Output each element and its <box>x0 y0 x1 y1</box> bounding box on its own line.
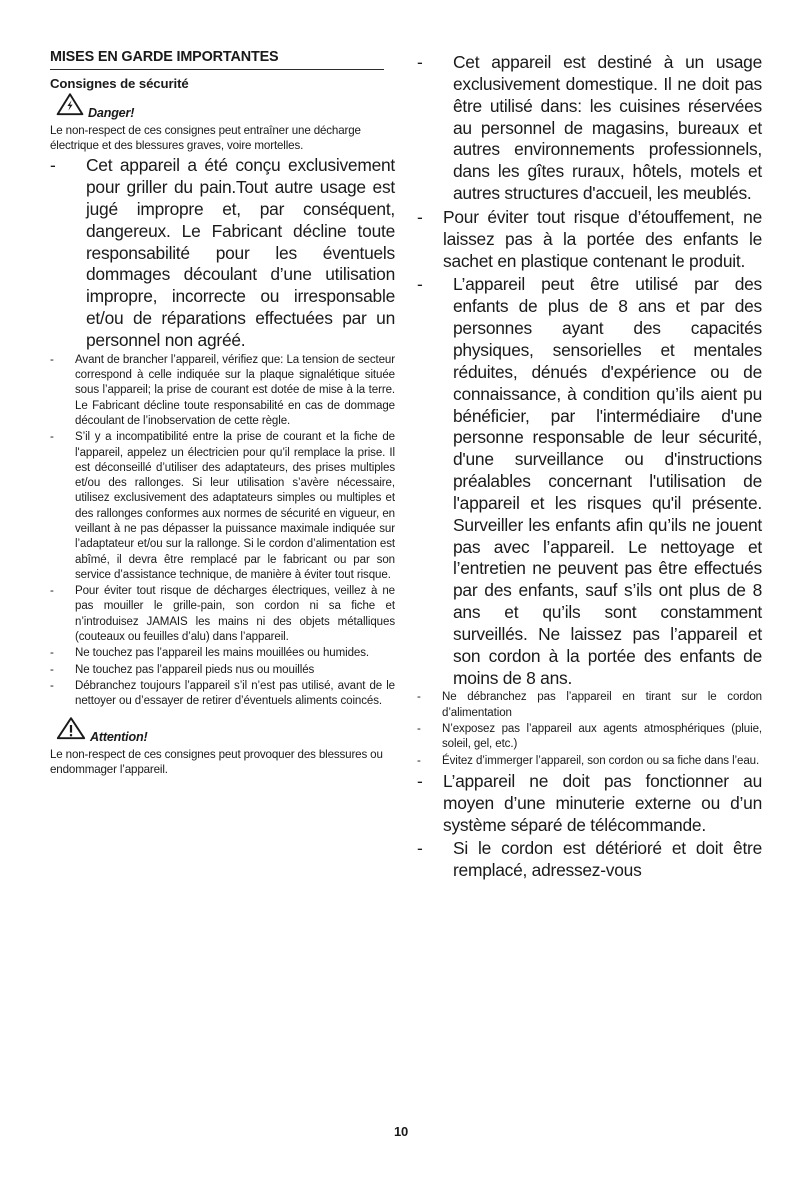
list-item-text: Cet appareil est destiné à un usage exclusivement domestique. Il ne doit pas être utilisé dans: les cuisines réservées au personnel de magasins, bureaux et autres environnements professionnels, dans les gîtes ruraux, hôtels, motels et autres structures d'accueil, les meublés. <box>453 52 762 204</box>
list-item-text: Cet appareil a été conçu exclusivement pour griller du pain.Tout autre usage est jugé impropre et, par conséquent, dangereux. Le Fabricant décline toute responsabilité pour les éventuels dommages découlant d’une utilisation impropre, incorrecte ou irresponsable et/ou de réparations effectuées par un personnel non agréé. <box>86 155 395 350</box>
list-item-text: S’il y a incompatibilité entre la prise de courant et la fiche de l'appareil, appelez un électricien pour qu’il remplace la prise. Il est déconseillé d’utiliser des adaptateurs, des prises multiples et/ou des rallonges. Si leur utilisation s’avère nécessaire, utilisez exclusivement des adaptateurs simples ou multiples et des rallonges conformes aux normes de sécurité en vigueur, en veillant à ne pas dépasser la puissance maximale indiquée sur l’adaptateur et/ou sur la rallonge. Si le cordon d’alimentation est abîmé, il devra être remplacé par le fabricant ou par son service d’assistance technique, de manière à éviter tout risque. <box>75 431 395 581</box>
left-column <box>50 50 395 1120</box>
two-column-body <box>50 50 762 1120</box>
page-title: MISES EN GARDE IMPORTANTES <box>50 50 384 70</box>
list-item <box>417 754 762 769</box>
spacer <box>50 711 395 715</box>
list-item <box>50 663 395 678</box>
list-item <box>50 646 395 661</box>
bullet-dash: - <box>417 754 421 767</box>
list-item <box>417 838 762 882</box>
list-item <box>417 722 762 753</box>
list-item-text: L’appareil peut être utilisé par des enfants de plus de 8 ans et par des personnes ayant des capacités physiques, sensorielles et mentales réduites, dénués d'expérience ou de connaissance, à condition qu’ils aient pu bénéficier, par l'intermédiaire d'une personne responsable de leur sécurité, d'une surveillance ou d'instructions préalables concernant l'utilisation de l'appareil et les risques qu'il présente. Surveiller les enfants afin qu’ils ne jouent pas avec l’appareil. Le nettoyage et l’entretien ne peuvent pas être effectués par des enfants, sauf s’ils ont plus de 8 ans et qu’ils sont constamment surveillés. Ne laissez pas l’appareil et son cordon à la portée des enfants de moins de 8 ans. <box>453 274 762 688</box>
list-item <box>50 584 395 645</box>
exclamation-warning-triangle-icon <box>56 716 86 745</box>
bullet-dash: - <box>417 723 421 736</box>
list-item-text: Ne débranchez pas l’appareil en tirant sur le cordon d’alimentation <box>442 691 762 719</box>
bullet-dash: - <box>417 838 423 859</box>
list-item-text: Ne touchez pas l’appareil pieds nus ou mouillés <box>75 663 315 676</box>
bullet-dash: - <box>50 353 54 366</box>
list-item-text: Pour éviter tout risque d’étouffement, ne laissez pas à la portée des enfants le sachet en plastique contenant le produit. <box>443 206 762 271</box>
list-item <box>417 690 762 721</box>
bullet-dash: - <box>50 585 54 598</box>
list-item-text: Débranchez toujours l’appareil s’il n’est pas utilisé, avant de le nettoyer ou d’essayer de retirer d’éventuels aliments coincés. <box>75 679 395 708</box>
bullet-dash: - <box>50 155 56 176</box>
list-item <box>50 155 395 352</box>
bullet-dash: - <box>50 663 54 676</box>
bullet-dash: - <box>417 691 421 704</box>
list-item <box>417 52 762 205</box>
list-item <box>50 679 395 710</box>
attention-warning-header <box>56 719 395 745</box>
list-item <box>417 207 762 273</box>
bullet-dash: - <box>50 647 54 660</box>
page-number: 10 <box>393 1124 409 1139</box>
bullet-dash: - <box>417 206 423 227</box>
danger-warning-header <box>56 95 395 121</box>
list-item-text: Avant de brancher l’appareil, vérifiez que: La tension de secteur correspond à celle indiquée sur la plaque signalétique située sous l’appareil; la prise de courant est dotée de mise à la terre. Le Fabricant décline toute responsabilité en cas de dommage découlant de l’inobservation de cette règle. <box>75 353 395 427</box>
danger-text: Le non-respect de ces consignes peut entraîner une décharge électrique et des blessures graves, voire mortelles. <box>50 124 361 153</box>
bullet-dash: - <box>50 431 54 444</box>
list-item <box>417 771 762 837</box>
list-item-text: Si le cordon est détérioré et doit être remplacé, adressez-vous <box>453 838 762 881</box>
bullet-dash: - <box>417 52 423 72</box>
right-column <box>417 50 762 1120</box>
list-item-text: Évitez d’immerger l’appareil, son cordon ou sa fiche dans l’eau. <box>442 754 760 767</box>
electric-shock-warning-triangle-icon <box>56 92 84 121</box>
bullet-dash: - <box>417 770 423 791</box>
list-item-text: N’exposez pas l’appareil aux agents atmosphériques (pluie, soleil, gel, etc.) <box>442 723 762 751</box>
bullet-dash: - <box>50 679 54 692</box>
list-item-text: L’appareil ne doit pas fonctionner au moyen d’une minuterie externe ou d’un système séparé de télécommande. <box>443 770 762 835</box>
list-item-text: Ne touchez pas l’appareil les mains mouillées ou humides. <box>75 647 370 660</box>
attention-label: Attention! <box>90 729 148 744</box>
list-item <box>50 353 395 429</box>
section-subtitle: Consignes de sécurité <box>50 75 189 91</box>
list-item-text: Pour éviter tout risque de décharges électriques, veillez à ne pas mouiller le grille-pain, son cordon ni sa fiche et n’introduisez JAMAIS les mains ni des objets métalliques (couteaux ou feuilles d’alu) dans l’appareil. <box>75 585 395 644</box>
list-item <box>50 430 395 583</box>
attention-text: Le non-respect de ces consignes peut provoquer des blessures ou endommager l’appareil. <box>50 747 383 776</box>
bullet-dash: - <box>417 274 423 295</box>
danger-label: Danger! <box>88 106 135 121</box>
list-item <box>417 274 762 689</box>
